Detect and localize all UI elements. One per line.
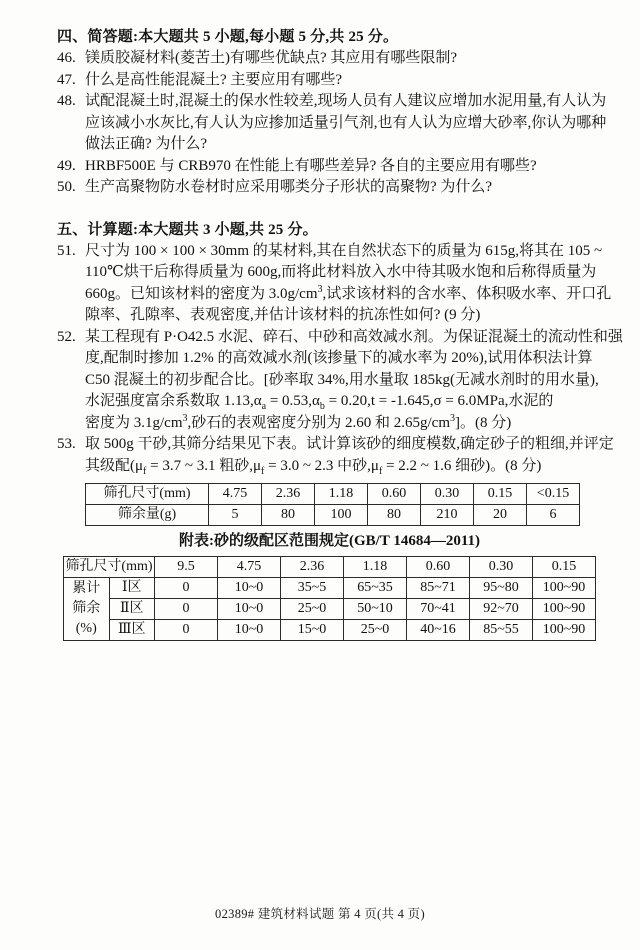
table-cell: 0: [155, 620, 218, 641]
table-row: [86, 484, 580, 505]
table-cell: <0.15: [527, 484, 580, 505]
question-number: 47.: [57, 71, 76, 88]
table-cell: 100~90: [533, 620, 596, 641]
question-51: [57, 241, 612, 327]
question-text: [85, 156, 602, 178]
table-cell: 0.30: [470, 557, 533, 578]
table-cell: 80: [368, 505, 421, 526]
table-cell: 6: [527, 505, 580, 526]
question-line: 其级配($\mu_f = 3.7$ ~ 3.1 粗砂$,\mu_f = 3.0$ ~ 2.3 中砂$,\mu_f = 2.2$ ~ 1.6 细砂)。(8 分): [85, 457, 542, 477]
group-label-line: (%): [75, 621, 97, 636]
question-line: 应该减小水灰比,有人认为应掺加适量引气剂,也有人认为应增大砂率,你认为哪种: [85, 114, 607, 131]
question-text: [85, 70, 602, 92]
question-48: [57, 91, 607, 156]
appendix-table-caption: 附表:砂的级配区范围规定(GB/T 14684—2011): [179, 533, 480, 549]
table-cell: 85~55: [470, 620, 533, 641]
question-line: 隙率、孔隙率、表观密度,并估计该材料的抗冻性如何? (9 分): [85, 307, 481, 323]
table-cell: 80: [262, 505, 315, 526]
table-cell: 2.36: [281, 557, 344, 578]
table-cell: 50~10: [344, 599, 407, 620]
table-cell: 0.60: [407, 557, 470, 578]
table-cell: 0.60: [368, 484, 421, 505]
question-line: 生产高聚物防水卷材时应采用哪类分子形状的高聚物? 为什么?: [85, 179, 493, 195]
row-group-label-cell: [64, 578, 110, 641]
table-cell: 20: [474, 505, 527, 526]
group-label-line: 累计: [72, 581, 101, 596]
table-cell: 10~0: [218, 578, 281, 599]
question-number: 48.: [57, 93, 76, 109]
table-cell: 210: [421, 505, 474, 526]
question-text: [85, 327, 623, 435]
table-cell: 10~0: [218, 599, 281, 620]
table-cell: 65~35: [344, 578, 407, 599]
question-line: 做法正确? 为什么?: [85, 136, 208, 152]
zone-name-cell: Ⅰ区: [109, 578, 155, 599]
question-text: [85, 48, 602, 70]
table-cell: 4.75: [218, 557, 281, 578]
question-47: [57, 70, 602, 92]
row-label-cell: 筛余量(g): [86, 505, 209, 526]
grading-zone-table: [63, 556, 596, 641]
table-cell: 15~0: [281, 620, 344, 641]
table-cell: 95~80: [470, 578, 533, 599]
question-line: HRBF500E 与 CRB970 在性能上有哪些差异? 各自的主要应用有哪些?: [85, 157, 537, 174]
table-cell: 25~0: [344, 620, 407, 641]
question-number: 51.: [57, 242, 76, 259]
question-line: 某工程现有 P·O42.5 水泥、碎石、中砂和高效减水剂。为保证混凝土的流动性和强: [85, 328, 623, 345]
table-cell: 2.36: [262, 484, 315, 505]
table-cell: 92~70: [470, 599, 533, 620]
table-cell: 4.75: [209, 484, 262, 505]
question-line: 镁质胶凝材料(菱苦土)有哪些优缺点? 其应用有哪些限制?: [85, 50, 458, 66]
question-46: [57, 48, 602, 70]
question-number: 50.: [57, 179, 76, 195]
page-footer: 02389# 建筑材料试题 第 4 页(共 4 页): [215, 907, 425, 921]
section-divider-space: [57, 199, 602, 219]
table-cell: 1.18: [315, 484, 368, 505]
question-line: 密度为 $3.1g/cm^3$,砂石的表观密度分别为 2.60 和 $2.65g/cm^3$]。(8 分): [85, 412, 512, 431]
table-cell: 35~5: [281, 578, 344, 599]
table-cell: 0.15: [474, 484, 527, 505]
question-text: [85, 91, 607, 156]
question-text: [85, 241, 612, 327]
table-cell: 0.30: [421, 484, 474, 505]
group-label-line: 筛余: [72, 601, 101, 616]
zone-name-cell: Ⅱ区: [109, 599, 155, 620]
question-line: 110℃烘干后称得质量为 600g,而将此材料放入水中待其吸水饱和后称得质量为: [85, 264, 597, 280]
table-cell: 0.15: [533, 557, 596, 578]
table-row: [64, 599, 596, 620]
question-number: 52.: [57, 328, 76, 345]
table-cell: 100~90: [533, 578, 596, 599]
table-row: [64, 620, 596, 641]
question-line: 尺寸为 100 × 100 × 30mm 的某材料,其在自然状态下的质量为 615g,将其在 105 ~: [85, 242, 603, 259]
question-line: 什么是高性能混凝土? 主要应用有哪些?: [85, 71, 343, 88]
table-cell: 10~0: [218, 620, 281, 641]
section-5-heading: 五、计算题:本大题共 3 小题,共 25 分。: [57, 221, 318, 238]
question-50: [57, 177, 602, 199]
table-cell: 0: [155, 599, 218, 620]
question-line: 试配混凝土时,混凝土的保水性较差,现场人员有人建议应增加水泥用量,有人认为: [85, 93, 607, 109]
question-line: 水泥强度富余系数取 $1.13,\alpha_a = 0.53,\alpha_b = 0.20,t = -1.645,\sigma = 6.0MPa$,水泥的: [85, 393, 554, 412]
question-line: 取 500g 干砂,其筛分结果见下表。试计算该砂的细度模数,确定砂子的粗细,并评定: [85, 436, 614, 452]
table-cell: 1.18: [344, 557, 407, 578]
table-cell: 100~90: [533, 599, 596, 620]
zone-name-cell: Ⅲ区: [109, 620, 155, 641]
section-4-heading: 四、简答题:本大题共 5 小题,每小题 5 分,共 25 分。: [57, 29, 399, 45]
table-cell: 40~16: [407, 620, 470, 641]
question-line: 660g。已知该材料的密度为 $3.0g/cm^3$,试求该材料的含水率、体积吸水率、开口孔: [85, 283, 612, 302]
question-line: 度,配制时掺加 1.2% 的高效减水剂(该掺量下的减水率为 20%),试用体积法计算: [85, 350, 593, 366]
question-text: [85, 434, 614, 477]
page-content: [57, 26, 623, 641]
question-52: [57, 327, 623, 435]
question-number: 46.: [57, 50, 76, 66]
table-cell: 70~41: [407, 599, 470, 620]
table-cell: 0: [155, 578, 218, 599]
table-cell: 25~0: [281, 599, 344, 620]
table-row: [64, 578, 596, 599]
question-line: C50 混凝土的初步配合比。[砂率取 34%,用水量取 185kg(无减水剂时的用水量),: [85, 371, 599, 388]
question-53: [57, 434, 614, 477]
table-cell: 100: [315, 505, 368, 526]
question-49: [57, 156, 602, 178]
table-row: [86, 505, 580, 526]
question-text: [85, 177, 602, 199]
row-label-cell: 筛孔尺寸(mm): [86, 484, 209, 505]
sieve-result-table: [85, 483, 580, 526]
table-cell: 9.5: [155, 557, 218, 578]
question-number: 53.: [57, 436, 76, 452]
row-label-cell: 筛孔尺寸(mm): [64, 557, 155, 578]
table-cell: 5: [209, 505, 262, 526]
question-number: 49.: [57, 157, 76, 174]
table-header-row: [64, 557, 596, 578]
table-cell: 85~71: [407, 578, 470, 599]
